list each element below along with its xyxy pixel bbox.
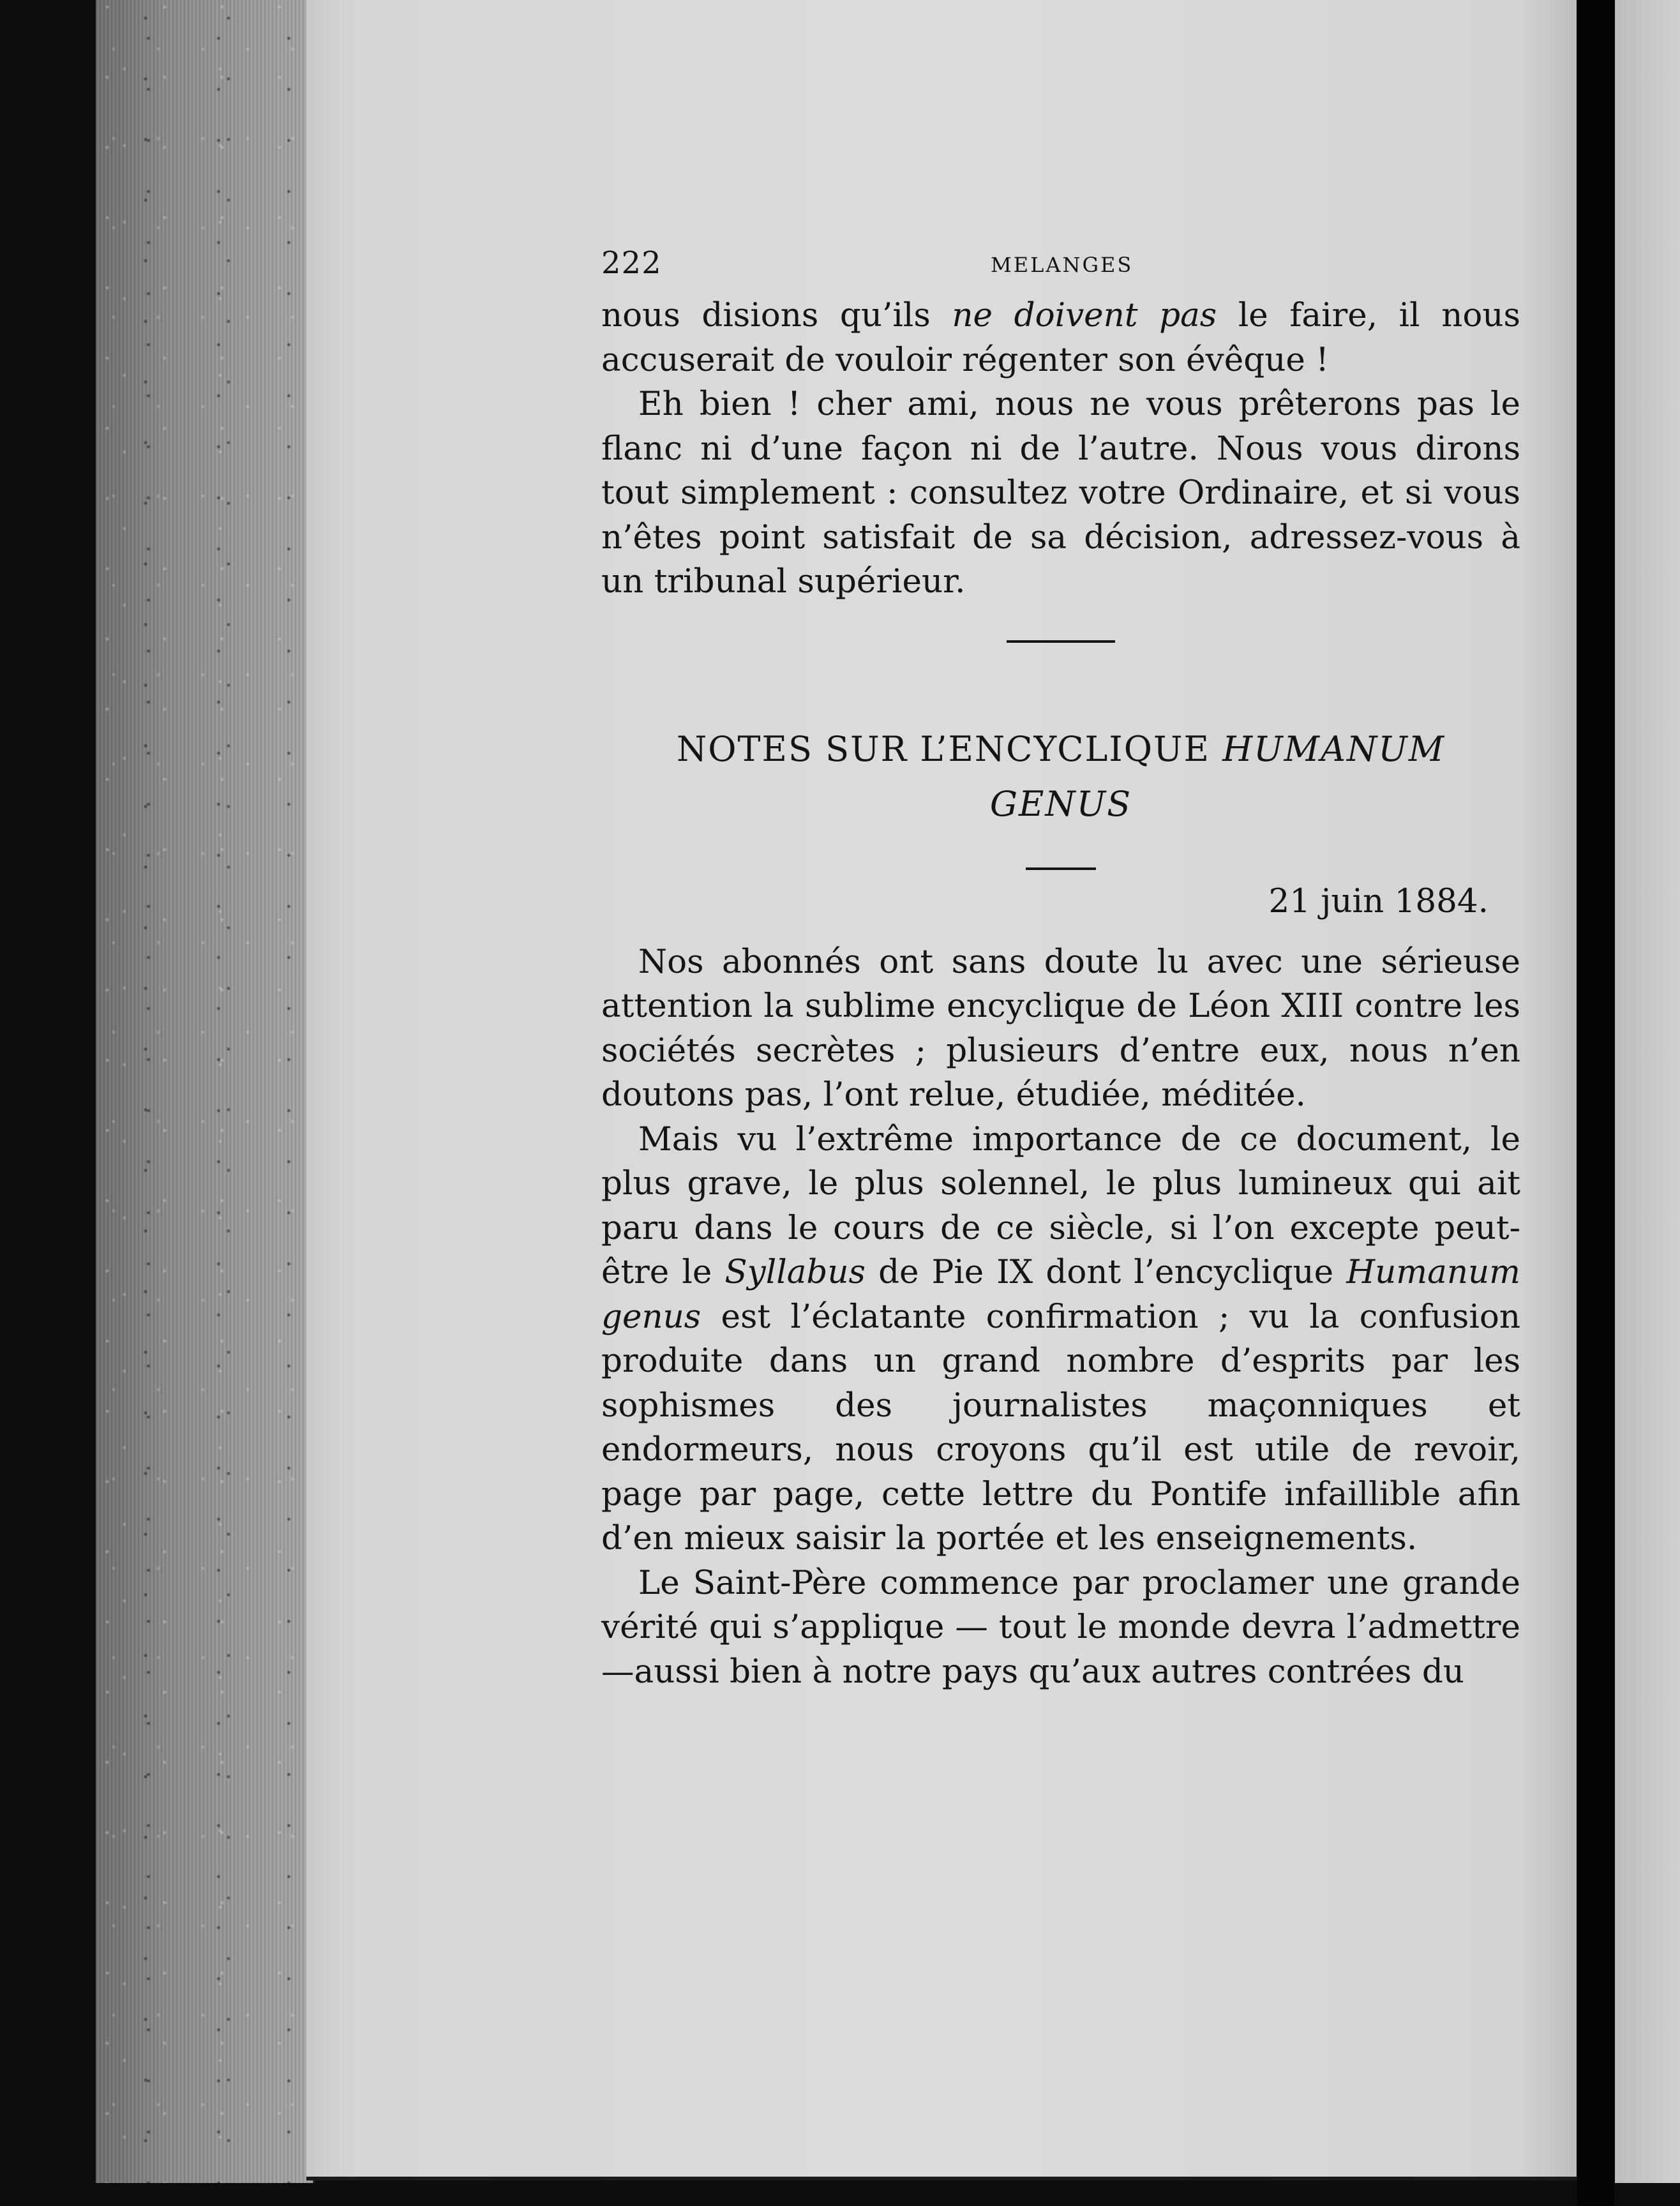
- page-header: [601, 243, 1520, 294]
- article-p2-text-c: est l’éclatante confirmation ; vu la confusion produite dans un grand nombre d’esprits par les sophismes des journalistes maçonniques et endormeurs, nous croyons qu’il est utile de revoir, page par page, cette lettre du Pontife infaillible afin d’en mieux saisir la portée et les enseignements.: [601, 1297, 1520, 1557]
- facing-page-edge: [1615, 0, 1680, 2183]
- article-p2-italic-syllabus: Syllabus: [724, 1253, 866, 1291]
- running-head: MELANGES: [991, 253, 1134, 277]
- intro-paragraph-2: Eh bien ! cher ami, nous ne vous prêterons pas le flanc ni d’une façon ni de l’autre. Nous vous dirons tout simplement : consultez votre Ordinaire, et si vous n’êtes point satisfait de sa décision, adressez-vous à un tribunal supérieur.: [601, 385, 1520, 601]
- dateline: 21 juin 1884.: [1268, 882, 1489, 920]
- section-divider: [1007, 640, 1115, 643]
- article-p2-text-b: de Pie IX dont l’encyclique: [865, 1253, 1347, 1291]
- title-italic-1: HUMANUM: [1222, 728, 1446, 769]
- title-italic-2: GENUS: [989, 783, 1132, 824]
- intro-p1-text-a: nous disions qu’ils: [601, 296, 952, 334]
- title-roman: NOTES SUR L’ENCYCLIQUE: [676, 728, 1223, 769]
- article-paragraph-3: Le Saint-Père commence par proclamer une grande vérité qui s’applique — tout le monde devra l’admettre —aussi bien à notre pays qu’aux autres contrées du: [601, 1563, 1520, 1691]
- intro-p1-text-b: le faire, il nous accuserait de vouloir régenter son évêque !: [601, 296, 1520, 379]
- article-paragraph-2: [601, 1118, 1520, 1561]
- article-p2-text-a: Mais vu l’extrême importance de ce document, le plus grave, le plus solennel, le plus lumineux qui ait paru dans le cours de ce siècle, si l’on excepte peut-être le: [601, 1120, 1520, 1291]
- article-p2-italic-humanum: Humanum genus: [601, 1253, 1520, 1336]
- article-title: [601, 722, 1520, 832]
- page-text-block: [601, 243, 1520, 1694]
- article-paragraph-1: Nos abonnés ont sans doute lu avec une sérieuse attention la sublime encyclique de Léon XIII contre les sociétés secrètes ; plusieurs d’entre eux, nous n’en doutons pas, l’ont relue, étudiée, méditée.: [601, 942, 1520, 1114]
- intro-paragraph-1: [601, 294, 1520, 382]
- paper-speckle: [96, 0, 313, 2183]
- page-block-edges: [96, 0, 315, 2183]
- intro-p1-italic: ne doivent pas: [952, 296, 1217, 334]
- title-divider: [1026, 867, 1096, 870]
- book-gutter: [1577, 0, 1615, 2206]
- page-number: 222: [601, 245, 662, 281]
